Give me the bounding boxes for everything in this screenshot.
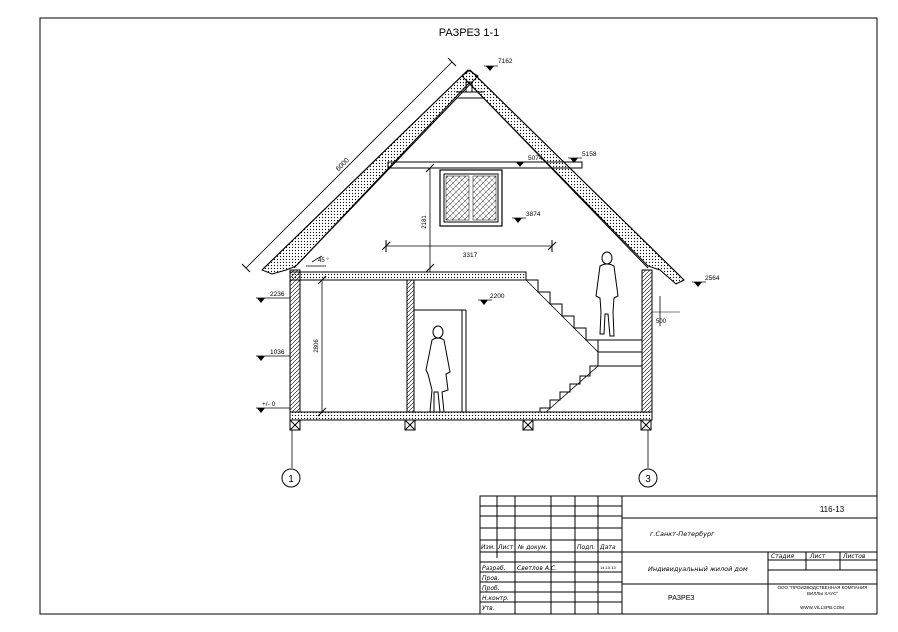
company-name: ООО "ПРОИЗВОДСТВЕННАЯ КОМПАНИЯ ВИЛЛЫ ХАУС": [777, 585, 868, 596]
col-date: Дата: [600, 544, 616, 551]
roof-angle-label: 45 °: [318, 258, 329, 264]
col-sign: Подп.: [577, 544, 596, 551]
roof-left-slope: [262, 70, 478, 274]
attic-window: [440, 170, 502, 226]
sheet-header: Лист: [810, 553, 826, 560]
person-woman-figure: [426, 326, 450, 412]
left-wall: [290, 270, 300, 412]
role-checked: Пров.: [482, 575, 500, 582]
dim-500-label: 500: [656, 319, 667, 325]
elevation-5074: [514, 155, 543, 167]
elevation-5158: [568, 151, 597, 163]
elevation-2564: [692, 275, 720, 287]
role-developer: Разраб.: [482, 565, 506, 572]
axis-label-1: 1: [288, 474, 294, 485]
inner-partition: [407, 280, 414, 412]
sheets-header: Листов: [843, 553, 866, 560]
col-list: Лист: [498, 544, 514, 551]
roof-length-dim-line: [246, 62, 452, 268]
role-prob: Проб.: [482, 585, 500, 592]
location: г.Санкт-Петербург: [650, 530, 715, 538]
elevation-1036: [256, 349, 290, 361]
dim-2181-label: 2181: [422, 215, 428, 229]
svg-text:1036: 1036: [270, 349, 285, 356]
elevation-ridge: [484, 58, 513, 71]
right-wall: [642, 270, 652, 412]
roof-length-label: 6000: [334, 156, 351, 173]
svg-text:2236: 2236: [270, 291, 285, 298]
dim-2806-label: 2806: [314, 339, 320, 353]
company-website: WWW.VILLSPB.COM: [800, 605, 844, 610]
col-doc: № докум.: [518, 544, 548, 551]
door-opening: [414, 310, 466, 412]
axis-label-3: 3: [645, 474, 651, 485]
svg-text:2200: 2200: [490, 293, 505, 300]
doc-number: 116-13: [819, 505, 845, 514]
svg-text:+/- 0: +/- 0: [262, 401, 276, 408]
developer-name: Светлов А.С.: [517, 565, 557, 572]
svg-text:5074: 5074: [528, 155, 543, 162]
person-man-figure: [596, 252, 618, 336]
stage-header: Стадия: [771, 553, 795, 560]
svg-text:3874: 3874: [526, 211, 541, 218]
elevation-2236: [256, 291, 290, 303]
svg-text:2564: 2564: [705, 275, 720, 282]
sheet-frame: [40, 18, 877, 614]
sheet-name: РАЗРЕЗ: [668, 595, 695, 602]
svg-text:7162: 7162: [498, 58, 513, 65]
floor-slab: [290, 412, 652, 420]
object-name: Индивидуальный жилой дом: [648, 565, 748, 573]
dim-3317-label: 3317: [462, 252, 478, 259]
elevation-2200: [478, 293, 505, 305]
role-norm-control: Н.контр.: [482, 595, 509, 602]
rafter-right-inner: [468, 82, 648, 268]
foundation-markers: [290, 420, 651, 430]
drawing-title: РАЗРЕЗ 1-1: [438, 27, 500, 39]
elevation-3874: [512, 211, 541, 223]
svg-text:5158: 5158: [582, 151, 597, 158]
developer-date: 14.10.13: [600, 565, 616, 570]
staircase: [526, 280, 642, 412]
elevation-zero: [256, 401, 290, 413]
col-izm: Изм.: [481, 544, 496, 551]
role-approved: Утв.: [482, 605, 495, 612]
